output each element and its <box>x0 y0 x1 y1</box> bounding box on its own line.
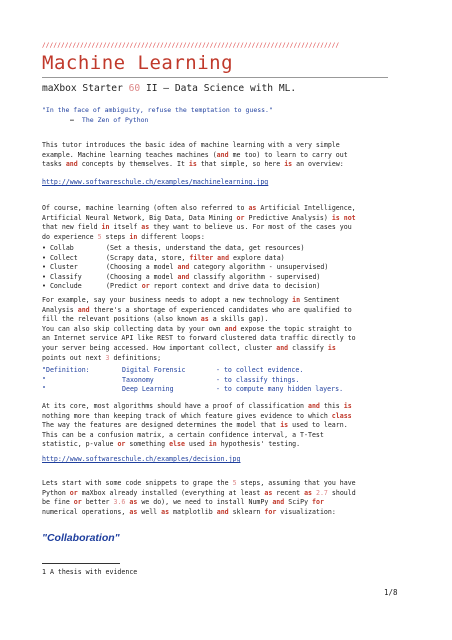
definitions-block <box>42 366 343 395</box>
footnote-divider <box>42 563 120 564</box>
steps-list <box>42 244 328 292</box>
epigraph-attribution: – The Zen of Python <box>70 116 149 124</box>
intro-paragraph: This tutor introduces the basic idea of machine learning with a very simple example. Machine learning teaches machines (and me too) to learn to carry out tasks and concepts by themselves. It is that simple, so here is an overview: <box>42 141 348 169</box>
machinelearning-image-link[interactable]: http://www.softwareschule.ch/examples/machinelearning.jpg <box>42 178 269 186</box>
definition-paragraph: Of course, machine learning (often also referred to as Artificial Intelligence, Artificial Neural Network, Big Data, Data Mining or Predictive Analysis) is not that new field in itself as they want to believe us. For most of the cases you do experience 5 steps in different loops: <box>42 204 356 241</box>
page-number: 1/8 <box>384 588 398 597</box>
list-item: • Cluster (Choosing a model and category algorithm - unsupervised) <box>42 263 329 272</box>
definition-row: "Definition: Digital Forensic - to collect evidence. <box>42 366 304 374</box>
core-paragraph: At its core, most algorithms should have a proof of classification and this is nothing more than keeping track of which feature gives evidence to which class The way the features are designed determines the model that is used to learn. This can be a confusion matrix, a certain confidence interval, a T-Test statistic, p-value or something else used in hypothesis' testing. <box>42 402 352 449</box>
footnote: 1 A thesis with evidence <box>42 568 138 576</box>
list-item: • Conclude (Predict or report context and drive data to decision) <box>42 282 321 291</box>
definition-row: " Deep Learning - to compute many hidden layers. <box>42 385 344 394</box>
subtitle: maXbox Starter 60 II – Data Science with ML. <box>42 83 297 94</box>
example-paragraph: For example, say your business needs to adopt a new technology in Sentiment Analysis and there's a shortage of experienced candidates who are qualified to fill the relevant positions (also known as a skills gap). You can also skip collecting data by your own and expose the topic straight to an Internet service API like REST to forward clustered data traffic directly to your server being accessed. How important collect, cluster and classify is points out next 3 definitions; <box>42 296 356 362</box>
list-item: • Collect (Scrapy data, store, filter and explore data) <box>42 253 285 262</box>
title-divider <box>42 77 388 78</box>
definition-row: " Taxonomy - to classify things. <box>42 375 300 384</box>
collaboration-heading: "Collaboration" <box>42 532 120 544</box>
epigraph-quote: "In the face of ambiguity, refuse the temptation to guess." <box>42 106 273 114</box>
list-item: • Collab (Set a thesis, understand the data, get resources) <box>42 244 305 252</box>
page-title: Machine Learning <box>42 52 234 74</box>
list-item: • Classify (Choosing a model and classify algorithm - supervised) <box>42 272 321 281</box>
decorative-slash-line: ////////////////////////////////////////////////////////////////////////////// <box>42 42 340 49</box>
setup-paragraph: Lets start with some code snippets to grape the 5 steps, assuming that you have Python or maXbox already installed (everything at least as recent as 2.7 should be fine or better 3.6 as we do), we need to install NumPy and SciPy for numerical operations, as well as matplotlib and sklearn for visualization: <box>42 479 356 516</box>
decision-image-link[interactable]: http://www.softwareschule.ch/examples/decision.jpg <box>42 455 241 463</box>
